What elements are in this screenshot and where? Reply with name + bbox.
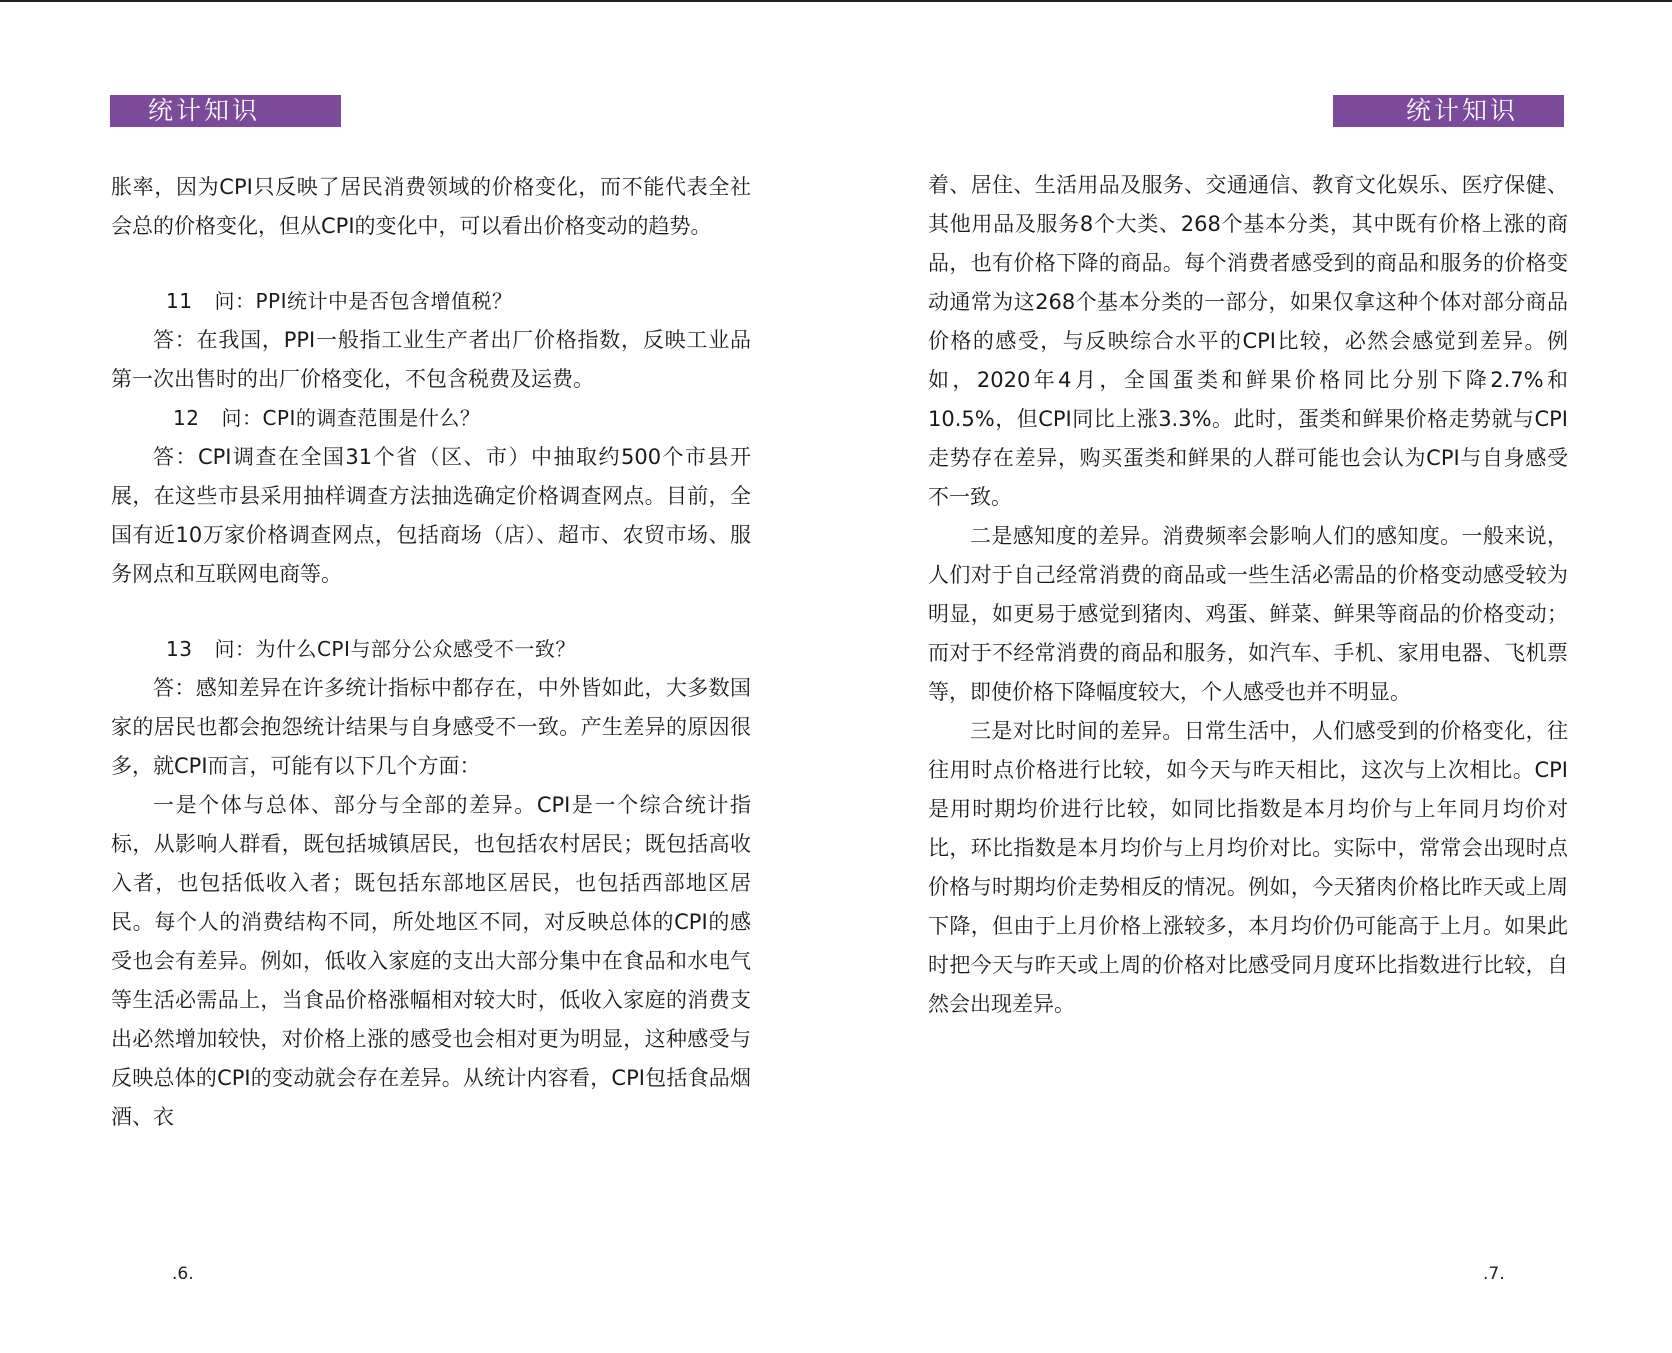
question-12-number: 12: [173, 406, 200, 430]
intro-paragraph: 胀率，因为CPI只反映了居民消费领域的价格变化，而不能代表全社会总的价格变化，但从CPI的变化中，可以看出价格变动的趋势。: [111, 175, 751, 238]
left-page-text: [111, 168, 751, 1137]
continued-paragraph: 着、居住、生活用品及服务、交通通信、教育文化娱乐、医疗保健、其他用品及服务8个大类、268个基本分类，其中既有价格上涨的商品，也有价格下降的商品。每个消费者感受到的商品和服务的价格变动通常为这268个基本分类的一部分，如果仅拿这种个体对部分商品价格的感受，与反映综合水平的CPI比较，必然会感觉到差异。例如，2020年4月，全国蛋类和鲜果价格同比分别下降2.7%和10.5%，但CPI同比上涨3.3%。此时，蛋类和鲜果价格走势就与CPI走势存在差异，购买蛋类和鲜果的人群可能也会认为CPI与自身感受不一致。: [928, 173, 1568, 509]
right-page-text: [928, 166, 1568, 1024]
question-13-point-1: 一是个体与总体、部分与全部的差异。CPI是一个综合统计指标，从影响人群看，既包括城镇居民，也包括农村居民；既包括高收入者，也包括低收入者；既包括东部地区居民，也包括西部地区居民。每个人的消费结构不同，所处地区不同，对反映总体的CPI的感受也会有差异。例如，低收入家庭的支出大部分集中在食品和水电气等生活必需品上，当食品价格涨幅相对较大时，低收入家庭的消费支出必然增加较快，对价格上涨的感受也会相对更为明显，这种感受与反映总体的CPI的变动就会存在差异。从统计内容看，CPI包括食品烟酒、衣: [111, 793, 751, 1129]
point-2-paragraph: 二是感知度的差异。消费频率会影响人们的感知度。一般来说，人们对于自己经常消费的商品或一些生活必需品的价格变动感受较为明显，如更易于感觉到猪肉、鸡蛋、鲜菜、鲜果等商品的价格变动；而对于不经常消费的商品和服务，如汽车、手机、家用电器、飞机票等，即使价格下降幅度较大，个人感受也并不明显。: [928, 524, 1568, 704]
question-13-title: [111, 630, 751, 669]
right-page: [836, 0, 1672, 1353]
question-13-number: 13: [166, 637, 193, 661]
question-12-text: 问：CPI的调查范围是什么？: [221, 406, 481, 430]
question-11-number: 11: [166, 289, 193, 313]
question-12-title: [111, 399, 751, 438]
question-11-answer: 答：在我国，PPI一般指工业生产者出厂价格指数，反映工业品第一次出售时的出厂价格变化，不包含税费及运费。: [111, 328, 751, 391]
spacer: [111, 246, 751, 282]
question-13-answer: 答：感知差异在许多统计指标中都存在，中外皆如此，大多数国家的居民也都会抱怨统计结果与自身感受不一致。产生差异的原因很多，就CPI而言，可能有以下几个方面：: [111, 676, 751, 778]
left-page-number: .6.: [172, 1264, 194, 1284]
point-3-paragraph: 三是对比时间的差异。日常生活中，人们感受到的价格变化，往往用时点价格进行比较，如今天与昨天相比，这次与上次相比。CPI是用时期均价进行比较，如同比指数是本月均价与上年同月均价对比，环比指数是本月均价与上月均价对比。实际中，常常会出现时点价格与时期均价走势相反的情况。例如，今天猪肉价格比昨天或上周下降，但由于上月价格上涨较多，本月均价仍可能高于上月。如果此时把今天与昨天或上周的价格对比感受同月度环比指数进行比较，自然会出现差异。: [928, 719, 1568, 1016]
left-header-band: 统计知识: [110, 95, 341, 127]
question-11-text: 问：PPI统计中是否包含增值税？: [214, 289, 513, 313]
question-12-answer: 答：CPI调查在全国31个省（区、市）中抽取约500个市县开展，在这些市县采用抽样调查方法抽选确定价格调查网点。目前，全国有近10万家价格调查网点，包括商场（店）、超市、农贸市场、服务网点和互联网电商等。: [111, 445, 751, 586]
spacer: [111, 594, 751, 630]
question-13-text: 问：为什么CPI与部分公众感受不一致？: [214, 637, 576, 661]
right-header-band: 统计知识: [1333, 95, 1564, 127]
question-11-title: [111, 282, 751, 321]
right-page-number: .7.: [1483, 1264, 1505, 1284]
